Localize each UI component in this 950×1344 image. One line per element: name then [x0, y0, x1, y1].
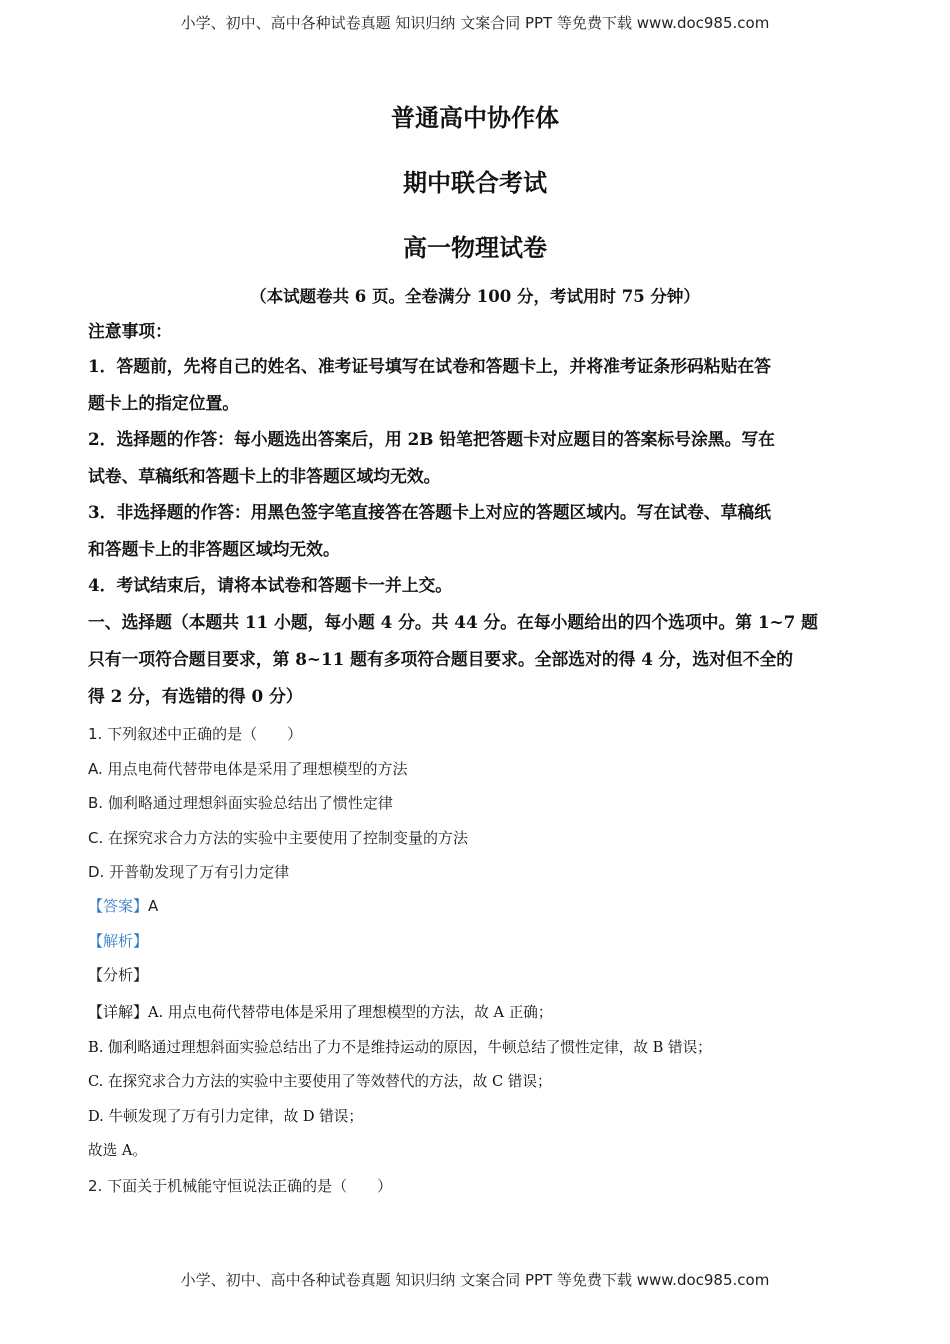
notice-line: 和答题卡上的非答题区域均无效。 — [88, 539, 340, 559]
section-line: 一、选择题（本题共 11 小题，每小题 4 分。共 44 分。在每小题给出的四个选项中。第 1~7 题 — [88, 612, 818, 632]
answer-label: 【答案】 — [88, 897, 149, 915]
detail-line: C. 在探究求合力方法的实验中主要使用了等效替代的方法，故 C 错误； — [88, 1073, 552, 1090]
title-line-1: 普通高中协作体 — [391, 103, 559, 132]
answer-row — [88, 895, 878, 916]
notice-heading: 注意事项： — [88, 321, 172, 341]
question-1-option-b: B. 伽利略通过理想斜面实验总结出了惯性定律 — [88, 794, 393, 812]
question-1-option-c: C. 在探究求合力方法的实验中主要使用了控制变量的方法 — [88, 829, 469, 847]
title-line-3: 高一物理试卷 — [403, 233, 547, 262]
detail-line: 故选 A。 — [88, 1142, 147, 1159]
footer-banner: 小学、初中、高中各种试卷真题 知识归纳 文案合同 PPT 等免费下载 www.doc985.com — [180, 1271, 770, 1289]
notice-line: 4．考试结束后，请将本试卷和答题卡一并上交。 — [88, 575, 453, 595]
notice-line: 2．选择题的作答：每小题选出答案后，用 2B 铅笔把答题卡对应题目的答案标号涂黑。写在 — [88, 429, 775, 449]
question-1-stem: 1. 下列叙述中正确的是（ ） — [88, 725, 303, 743]
analysis-label: 【解析】 — [88, 932, 149, 950]
header-banner: 小学、初中、高中各种试卷真题 知识归纳 文案合同 PPT 等免费下载 www.doc985.com — [180, 14, 770, 32]
question-1-option-a: A. 用点电荷代替带电体是采用了理想模型的方法 — [88, 760, 408, 778]
section-line: 只有一项符合题目要求，第 8~11 题有多项符合题目要求。全部选对的得 4 分，选对但不全的 — [88, 649, 794, 669]
notice-line: 试卷、草稿纸和答题卡上的非答题区域均无效。 — [88, 466, 441, 486]
detail-line — [88, 1001, 888, 1022]
section-line: 得 2 分，有选错的得 0 分） — [88, 686, 303, 706]
detail-line: B. 伽利略通过理想斜面实验总结出了力不是维持运动的原因，牛顿总结了惯性定律，故 B 错误； — [88, 1039, 712, 1056]
fenxi-label: 【分析】 — [88, 966, 149, 984]
notice-line: 题卡上的指定位置。 — [88, 393, 240, 413]
answer-value: A — [148, 897, 159, 915]
question-1-option-d: D. 开普勒发现了万有引力定律 — [88, 863, 290, 881]
notice-line: 1．答题前，先将自己的姓名、准考证号填写在试卷和答题卡上，并将准考证条形码粘贴在答 — [88, 356, 771, 376]
question-2-stem: 2. 下面关于机械能守恒说法正确的是（ ） — [88, 1177, 393, 1195]
exam-info: （本试题卷共 6 页。全卷满分 100 分，考试用时 75 分钟） — [250, 287, 700, 306]
detail-text: A. 用点电荷代替带电体是采用了理想模型的方法，故 A 正确； — [148, 1004, 553, 1021]
notice-line: 3．非选择题的作答：用黑色签字笔直接答在答题卡上对应的答题区域内。写在试卷、草稿纸 — [88, 502, 771, 522]
detail-label: 【详解】 — [88, 1003, 149, 1021]
title-line-2: 期中联合考试 — [403, 168, 547, 197]
detail-line: D. 牛顿发现了万有引力定律，故 D 错误； — [88, 1108, 363, 1125]
